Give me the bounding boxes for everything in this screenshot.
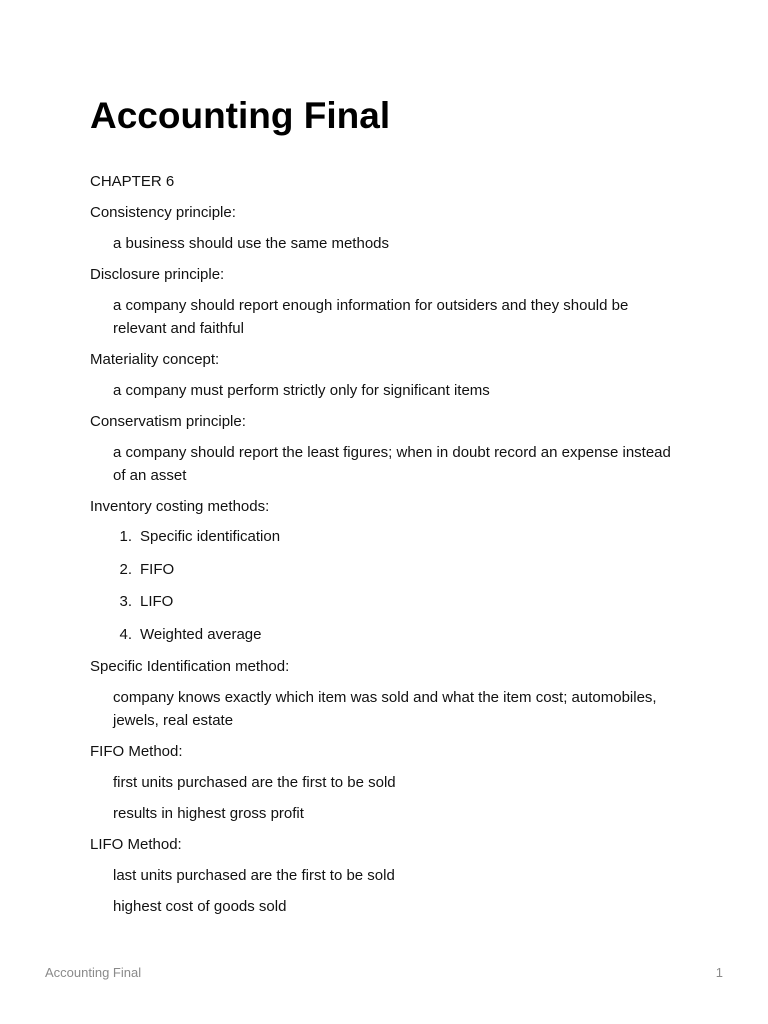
list-number: 3. [119,593,132,610]
page-number: 1 [715,965,723,980]
list-number: 1. [119,528,132,545]
inventory-heading: Inventory costing methods: [90,498,270,515]
term-lifo: LIFO Method: [90,836,182,853]
inventory-methods-list [90,525,690,646]
definition-specific-identification: company knows exactly which item was sold and what the item cost; automobiles, jewels, real estate [113,689,657,729]
term-fifo: FIFO Method: [90,743,183,760]
definition-consistency: a business should use the same methods [113,235,389,252]
definition-fifo-1: first units purchased are the first to be sold [113,774,396,791]
page-title: Accounting Final [90,95,391,136]
term-specific-identification: Specific Identification method: [90,658,290,675]
list-item-text: LIFO [140,593,174,610]
list-item-text: Specific identification [140,528,281,545]
definition-lifo-1: last units purchased are the first to be sold [113,867,395,884]
term-disclosure: Disclosure principle: [90,266,225,283]
definition-materiality: a company must perform strictly only for significant items [113,382,490,399]
list-item [90,525,690,548]
term-materiality: Materiality concept: [90,351,220,368]
list-item [90,558,690,581]
definition-conservatism: a company should report the least figures; when in doubt record an expense instead of an asset [113,444,671,484]
principles-section [90,201,690,487]
list-number: 4. [119,625,132,643]
list-item [90,590,690,613]
list-item-text: FIFO [140,560,175,578]
list-item-text: Weighted average [140,625,262,643]
definition-disclosure: a company should report enough information for outsiders and they should be relevant and faithful [113,297,629,337]
footer-title: Accounting Final [45,965,142,980]
list-number: 2. [119,560,132,578]
definition-lifo-2: highest cost of goods sold [113,898,287,915]
document-body [90,93,690,926]
list-item [90,623,690,646]
methods-section [90,655,690,918]
chapter-heading: CHAPTER 6 [90,173,175,190]
term-consistency: Consistency principle: [90,204,236,221]
definition-fifo-2: results in highest gross profit [113,805,304,822]
term-conservatism: Conservatism principle: [90,413,246,430]
